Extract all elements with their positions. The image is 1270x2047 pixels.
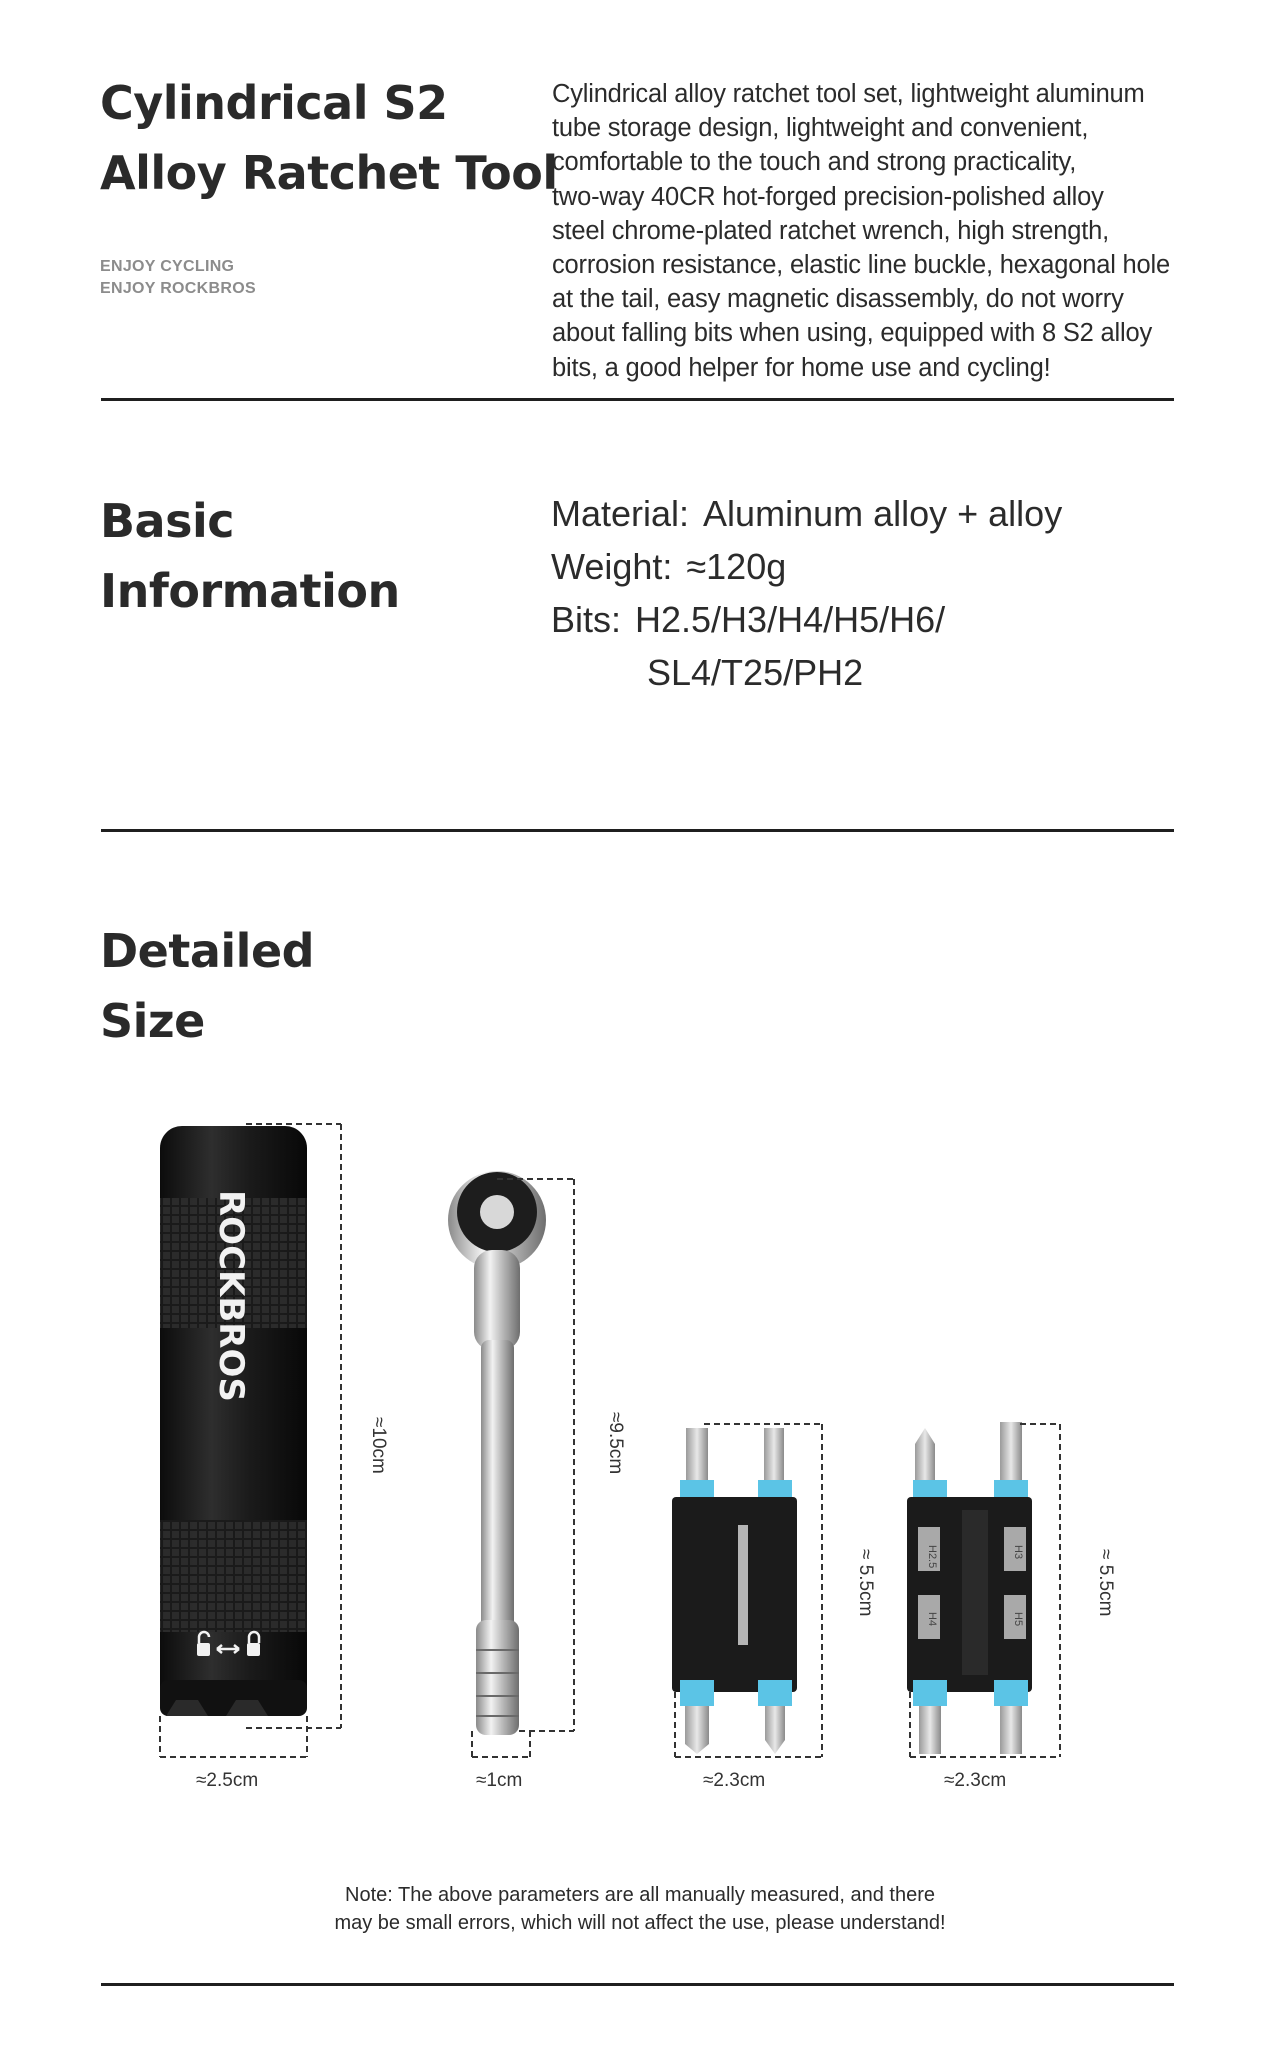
description-line: tube storage design, lightweight and convenient, xyxy=(552,114,1089,143)
description-line: comfortable to the touch and strong practicality, xyxy=(552,148,1077,177)
note-line2: may be small errors, which will not affect the use, please understand! xyxy=(334,1912,946,1934)
tagline-line1: ENJOY CYCLING xyxy=(100,258,235,275)
product-title-line2: Alloy Ratchet Tool xyxy=(100,146,558,200)
bit-label: H3 xyxy=(1012,1545,1024,1560)
description-line: at the tail, easy magnetic disassembly, do not worry xyxy=(552,285,1124,314)
bit-label: H5 xyxy=(1012,1612,1024,1627)
material-label: Material: xyxy=(551,493,690,534)
description-line: about falling bits when using, equipped with 8 S2 alloy xyxy=(552,319,1152,348)
material-value: Aluminum alloy + alloy xyxy=(703,493,1063,534)
tagline-line2: ENJOY ROCKBROS xyxy=(100,280,256,297)
bit-label: H4 xyxy=(926,1612,938,1627)
bits-label: Bits: xyxy=(551,599,622,640)
divider xyxy=(101,1983,1174,1986)
bits-value-line1: H2.5/H3/H4/H5/H6/ xyxy=(635,599,946,640)
basic-heading-line1: Basic xyxy=(100,494,235,548)
detailed-heading-line1: Detailed xyxy=(100,924,315,978)
holder2-width-label: ≈2.3cm xyxy=(944,1770,1007,1791)
tube-width-label: ≈2.5cm xyxy=(196,1770,259,1791)
ratchet-height-label: ≈9.5cm xyxy=(605,1412,626,1475)
bit-label: H2.5 xyxy=(926,1545,938,1569)
bits-value-line2: SL4/T25/PH2 xyxy=(647,652,864,693)
product-title-line1: Cylindrical S2 xyxy=(100,76,448,130)
description-line: corrosion resistance, elastic line buckle, hexagonal hole xyxy=(552,251,1170,280)
holder2-height-label: ≈ 5.5cm xyxy=(1095,1549,1116,1617)
description-line: two-way 40CR hot-forged precision-polished alloy xyxy=(552,182,1104,211)
measurement-note xyxy=(200,1881,1080,1937)
ratchet-wrench xyxy=(448,1171,574,1757)
description-line: bits, a good helper for home use and cycling! xyxy=(552,353,1051,382)
weight-value: ≈120g xyxy=(686,546,787,587)
ratchet-width-label: ≈1cm xyxy=(476,1770,523,1791)
detailed-heading-line2: Size xyxy=(100,994,205,1048)
weight-label: Weight: xyxy=(551,546,673,587)
basic-heading-line2: Information xyxy=(100,564,400,618)
note-line1: Note: The above parameters are all manually measured, and there xyxy=(345,1884,935,1906)
bit-holder-2 xyxy=(907,1422,1060,1757)
brand-logo: ROCKBROS xyxy=(211,1190,251,1402)
description-line: steel chrome-plated ratchet wrench, high strength, xyxy=(552,216,1109,245)
holder1-height-label: ≈ 5.5cm xyxy=(855,1549,876,1617)
bit-holder-1 xyxy=(672,1424,822,1757)
description-line: Cylindrical alloy ratchet tool set, lightweight aluminum xyxy=(552,80,1145,108)
tube-height-label: ≈10cm xyxy=(368,1417,389,1474)
holder1-width-label: ≈2.3cm xyxy=(703,1770,766,1791)
storage-tube xyxy=(160,1124,341,1757)
